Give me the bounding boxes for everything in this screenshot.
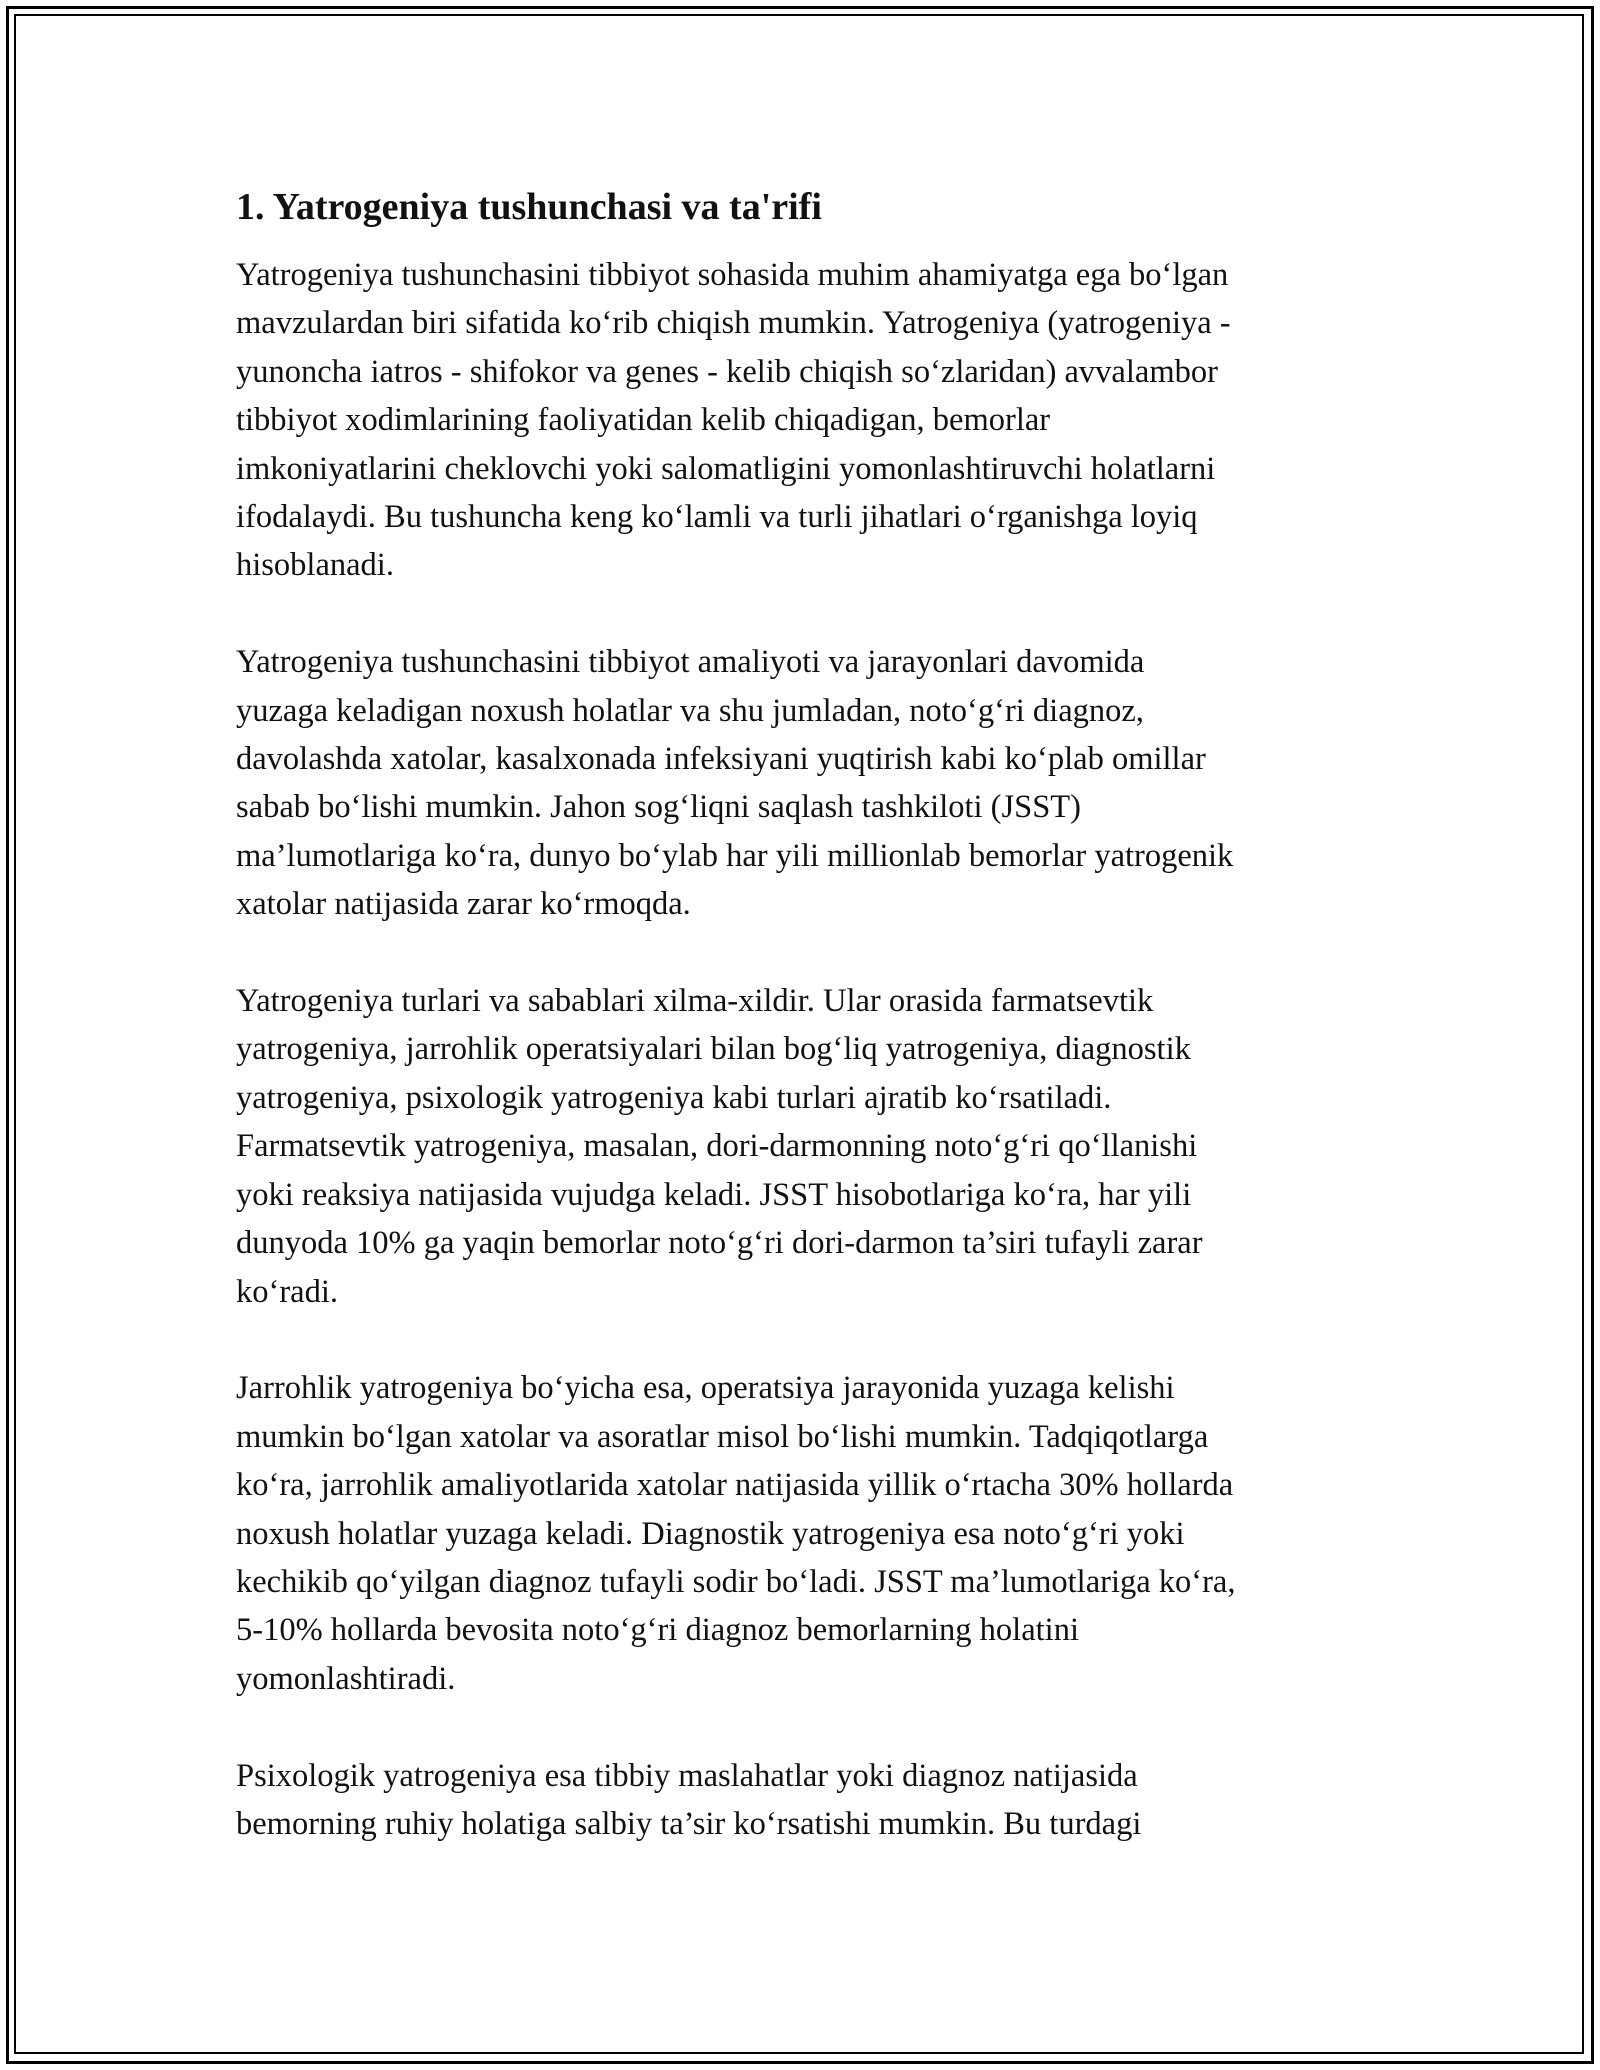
paragraph-causes: Yatrogeniya tushunchasini tibbiyot amaliyoti va jarayonlari davomida yuzaga keladigan noxush holatlar va shu jumladan, noto‘g‘ri diagnoz, davolashda xatolar, kasalxonada infeksiyani yuqtirish kabi ko‘plab omillar sabab bo‘lishi mumkin. Jahon sog‘liqni saqlash tashkiloti (JSST) ma’lumotlariga ko‘ra, dunyo bo‘ylab har yili millionlab bemorlar yatrogenik xatolar natijasida zarar ko‘rmoqda. bbox=[236, 644, 1234, 923]
document-body bbox=[236, 183, 1376, 1897]
paragraph-psychological: Psixologik yatrogeniya esa tibbiy maslahatlar yoki diagnoz natijasida bemorning ruhiy holatiga salbiy ta’sir ko‘rsatishi mumkin. Bu turdagi bbox=[236, 1757, 1142, 1842]
paragraph-surgical: Jarrohlik yatrogeniya bo‘yicha esa, operatsiya jarayonida yuzaga kelishi mumkin bo‘lgan xatolar va asoratlar misol bo‘lishi mumkin. Tadqiqotlarga ko‘ra, jarrohlik amaliyotlarida xatolar natijasida yillik o‘rtacha 30% hollarda noxush holatlar yuzaga keladi. Diagnostik yatrogeniya esa noto‘g‘ri yoki kechikib qo‘yilgan diagnoz tufayli sodir bo‘ladi. JSST ma’lumotlariga ko‘ra, 5-10% hollarda bevosita noto‘g‘ri diagnoz bemorlarning holatini yomonlashtiradi. bbox=[236, 1370, 1236, 1697]
paragraph-types: Yatrogeniya turlari va sabablari xilma-xildir. Ular orasida farmatsevtik yatrogeniya, jarrohlik operatsiyalari bilan bog‘liq yatrogeniya, diagnostik yatrogeniya, psixologik yatrogeniya kabi turlari ajratib ko‘rsatiladi. Farmatsevtik yatrogeniya, masalan, dori-darmonning noto‘g‘ri qo‘llanishi yoki reaksiya natijasida vujudga keladi. JSST hisobotlariga ko‘ra, har yili dunyoda 10% ga yaqin bemorlar noto‘g‘ri dori-darmon ta’siri tufayli zarar ko‘radi. bbox=[236, 983, 1203, 1310]
section-heading: 1. Yatrogeniya tushunchasi va ta'rifi bbox=[236, 186, 822, 228]
paragraph-definition: Yatrogeniya tushunchasini tibbiyot sohasida muhim ahamiyatga ega bo‘lgan mavzulardan biri sifatida ko‘rib chiqish mumkin. Yatrogeniya (yatrogeniya - yunoncha iatros - shifokor va genes - kelib chiqish so‘zlaridan) avvalambor tibbiyot xodimlarining faoliyatidan kelib chiqadigan, bemorlar imkoniyatlarini cheklovchi yoki salomatligini yomonlashtiruvchi holatlarni ifodalaydi. Bu tushuncha keng ko‘lamli va turli jihatlari o‘rganishga loyiq hisoblanadi. bbox=[236, 257, 1231, 584]
